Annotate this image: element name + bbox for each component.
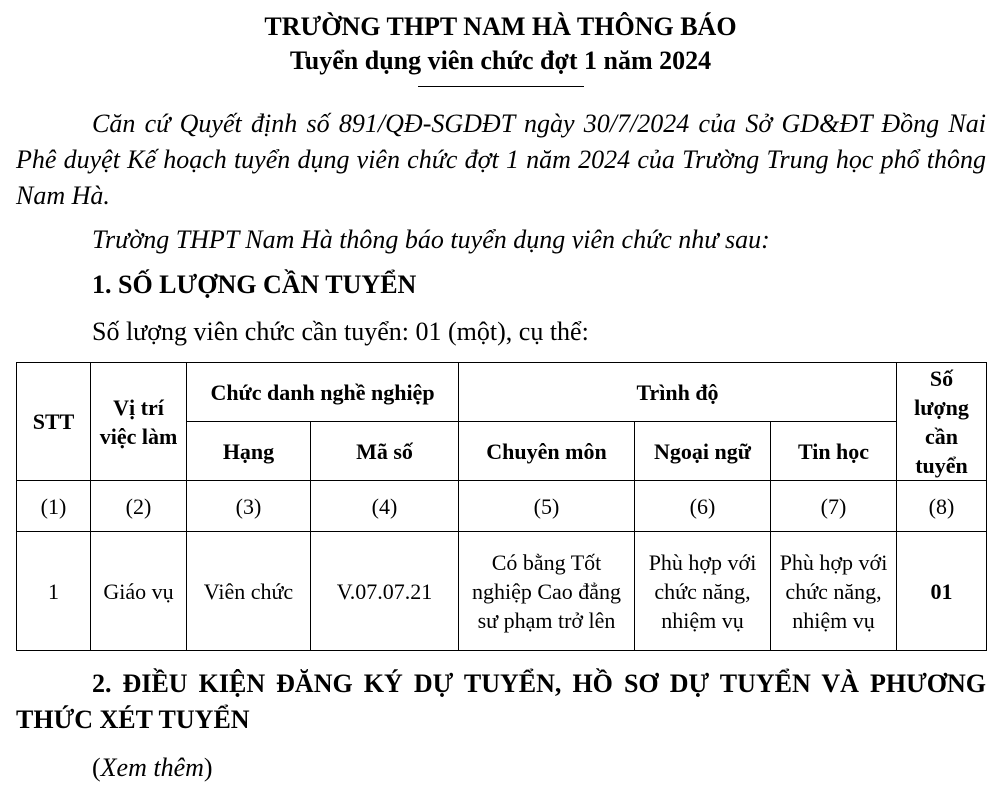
header-title-group: Chức danh nghề nghiệp <box>187 363 459 422</box>
cell-position: Giáo vụ <box>91 532 187 651</box>
school-announcement-title: TRƯỜNG THPT NAM HÀ THÔNG BÁO <box>264 12 737 41</box>
index-cell: (3) <box>187 481 311 532</box>
see-more-line <box>92 750 986 786</box>
index-cell: (5) <box>459 481 635 532</box>
paren-open: ( <box>92 753 101 782</box>
table-row <box>17 532 987 651</box>
column-index-row <box>17 481 987 532</box>
see-more-link[interactable]: Xem thêm <box>100 753 204 782</box>
header-language: Ngoại ngữ <box>635 422 771 481</box>
header-stt: STT <box>17 363 91 481</box>
cell-it: Phù hợp với chức năng, nhiệm vụ <box>771 532 897 651</box>
cell-stt: 1 <box>17 532 91 651</box>
header-count: Số lượng cần tuyển <box>897 363 987 481</box>
header-qualification-group: Trình độ <box>459 363 897 422</box>
header-major: Chuyên môn <box>459 422 635 481</box>
cell-count: 01 <box>897 532 987 651</box>
cell-language: Phù hợp với chức năng, nhiệm vụ <box>635 532 771 651</box>
cell-major: Có bằng Tốt nghiệp Cao đẳng sư phạm trở lên <box>459 532 635 651</box>
index-cell: (7) <box>771 481 897 532</box>
header-position: Vị trí việc làm <box>91 363 187 481</box>
paren-close: ) <box>203 753 213 782</box>
header-rank: Hạng <box>187 422 311 481</box>
announcement-paragraph: Trường THPT Nam Hà thông báo tuyển dụng viên chức như sau: <box>92 225 770 254</box>
legal-basis-paragraph: Căn cứ Quyết định số 891/QĐ-SGDĐT ngày 30/7/2024 của Sở GD&ĐT Đồng Nai Phê duyệt Kế hoạch tuyển dụng viên chức đợt 1 năm 2024 của Trường Trung học phổ thông Nam Hà. <box>16 109 986 210</box>
cell-rank: Viên chức <box>187 532 311 651</box>
index-cell: (6) <box>635 481 771 532</box>
table-header-row <box>17 363 987 422</box>
index-cell: (4) <box>311 481 459 532</box>
header-code: Mã số <box>311 422 459 481</box>
index-cell: (8) <box>897 481 987 532</box>
recruitment-table <box>16 362 987 651</box>
section-1-heading: 1. SỐ LƯỢNG CẦN TUYỂN <box>92 270 417 299</box>
cell-code: V.07.07.21 <box>311 532 459 651</box>
index-cell: (1) <box>17 481 91 532</box>
recruitment-subtitle: Tuyển dụng viên chức đợt 1 năm 2024 <box>289 46 712 75</box>
quantity-summary: Số lượng viên chức cần tuyển: 01 (một), cụ thể: <box>92 317 589 346</box>
title-underline <box>418 86 584 87</box>
header-it: Tin học <box>771 422 897 481</box>
index-cell: (2) <box>91 481 187 532</box>
section-2-heading: 2. ĐIỀU KIỆN ĐĂNG KÝ DỰ TUYỂN, HỒ SƠ DỰ TUYỂN VÀ PHƯƠNG THỨC XÉT TUYỂN <box>16 669 986 734</box>
